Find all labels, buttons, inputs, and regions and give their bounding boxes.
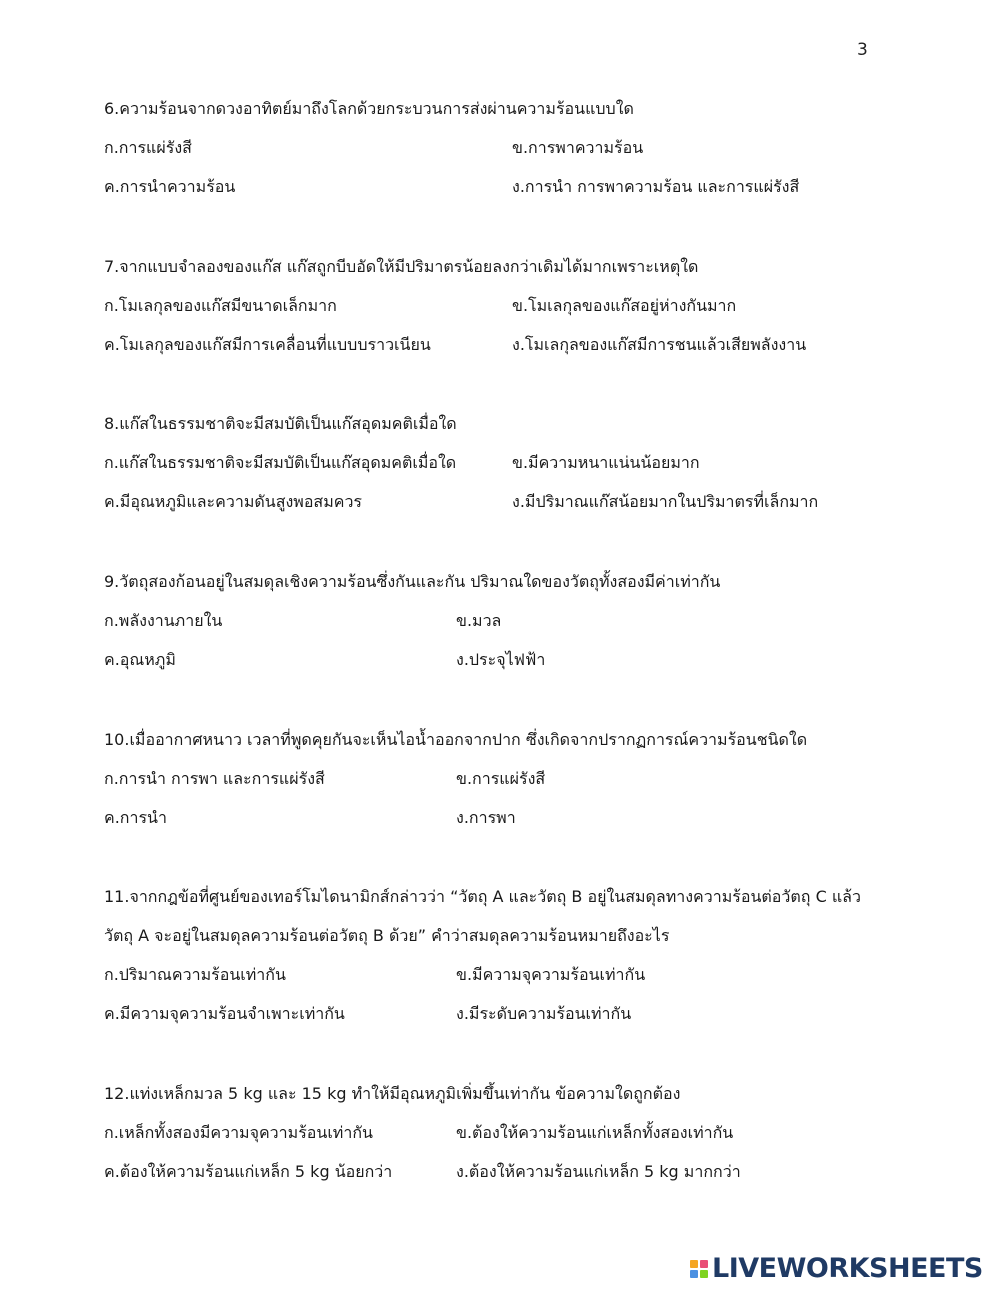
question-7 [104, 247, 924, 364]
option-c[interactable]: ค.มีความจุความร้อนจำเพาะเท่ากัน [104, 1004, 345, 1023]
option-c[interactable]: ค.โมเลกุลของแก๊สมีการเคลื่อนที่แบบบราวเนียน [104, 335, 431, 354]
option-b[interactable]: ข.โมเลกุลของแก๊สอยู่ห่างกันมาก [512, 296, 737, 315]
option-d[interactable]: ง.มีระดับความร้อนเท่ากัน [456, 1004, 632, 1023]
option-b[interactable]: ข.ต้องให้ความร้อนแก่เหล็กทั้งสองเท่ากัน [456, 1123, 734, 1142]
option-b[interactable]: ข.มีความจุความร้อนเท่ากัน [456, 965, 646, 984]
logo-text: LIVEWORKSHEETS [712, 1253, 983, 1284]
option-a[interactable]: ก.เหล็กทั้งสองมีความจุความร้อนเท่ากัน [104, 1123, 373, 1142]
option-b[interactable]: ข.มีความหนาแน่นน้อยมาก [512, 453, 700, 472]
option-d[interactable]: ง.มีปริมาณแก๊สน้อยมากในปริมาตรที่เล็กมาก [512, 492, 819, 511]
option-a[interactable]: ก.การแผ่รังสี [104, 138, 192, 157]
option-a[interactable]: ก.ปริมาณความร้อนเท่ากัน [104, 965, 286, 984]
question-11 [104, 877, 924, 1033]
option-a[interactable]: ก.การนำ การพา และการแผ่รังสี [104, 769, 325, 788]
option-c[interactable]: ค.มีอุณหภูมิและความดันสูงพอสมควร [104, 492, 363, 511]
option-b[interactable]: ข.การแผ่รังสี [456, 769, 546, 788]
option-d[interactable]: ง.การพา [456, 808, 516, 827]
option-c[interactable]: ค.การนำความร้อน [104, 177, 236, 196]
question-text: 10.เมื่ออากาศหนาว เวลาที่พูดคุยกันจะเห็นไอน้ำออกจากปาก ซึ่งเกิดจากปรากฏการณ์ความร้อนชนิดใด [104, 730, 808, 749]
option-d[interactable]: ง.โมเลกุลของแก๊สมีการชนแล้วเสียพลังงาน [512, 335, 807, 354]
liveworksheets-logo-icon [690, 1260, 708, 1278]
option-a[interactable]: ก.แก๊สในธรรมชาติจะมีสมบัติเป็นแก๊สอุดมคติเมื่อใด [104, 453, 457, 472]
question-10 [104, 720, 924, 837]
question-text: 11.จากกฎข้อที่ศูนย์ของเทอร์โมไดนามิกส์กล่าวว่า “วัตถุ A และวัตถุ B อยู่ในสมดุลทางความร้อนต่อวัตถุ C แล้ว [104, 887, 861, 906]
option-b[interactable]: ข.มวล [456, 611, 502, 630]
option-d[interactable]: ง.ประจุไฟฟ้า [456, 650, 546, 669]
liveworksheets-logo [690, 1254, 983, 1284]
option-d[interactable]: ง.การนำ การพาความร้อน และการแผ่รังสี [512, 177, 800, 196]
question-6 [104, 89, 924, 206]
option-c[interactable]: ค.อุณหภูมิ [104, 650, 176, 669]
page-number: 3 [857, 40, 868, 60]
question-8 [104, 404, 924, 521]
question-text: 8.แก๊สในธรรมชาติจะมีสมบัติเป็นแก๊สอุดมคติเมื่อใด [104, 414, 457, 433]
question-text: 12.แท่งเหล็กมวล 5 kg และ 15 kg ทำให้มีอุณหภูมิเพิ่มขึ้นเท่ากัน ข้อความใดถูกต้อง [104, 1084, 681, 1103]
question-text-continued: วัตถุ A จะอยู่ในสมดุลความร้อนต่อวัตถุ B ด้วย” คำว่าสมดุลความร้อนหมายถึงอะไร [104, 926, 670, 945]
question-text: 6.ความร้อนจากดวงอาทิตย์มาถึงโลกด้วยกระบวนการส่งผ่านความร้อนแบบใด [104, 99, 634, 118]
question-9 [104, 562, 924, 679]
question-12 [104, 1074, 924, 1191]
question-text: 7.จากแบบจำลองของแก๊ส แก๊สถูกบีบอัดให้มีปริมาตรน้อยลงกว่าเดิมได้มากเพราะเหตุใด [104, 257, 699, 276]
option-c[interactable]: ค.ต้องให้ความร้อนแก่เหล็ก 5 kg น้อยกว่า [104, 1162, 393, 1181]
question-text: 9.วัตถุสองก้อนอยู่ในสมดุลเชิงความร้อนซึ่งกันและกัน ปริมาณใดของวัตถุทั้งสองมีค่าเท่ากัน [104, 572, 721, 591]
option-a[interactable]: ก.โมเลกุลของแก๊สมีขนาดเล็กมาก [104, 296, 337, 315]
option-d[interactable]: ง.ต้องให้ความร้อนแก่เหล็ก 5 kg มากกว่า [456, 1162, 741, 1181]
option-c[interactable]: ค.การนำ [104, 808, 167, 827]
option-a[interactable]: ก.พลังงานภายใน [104, 611, 223, 630]
option-b[interactable]: ข.การพาความร้อน [512, 138, 644, 157]
